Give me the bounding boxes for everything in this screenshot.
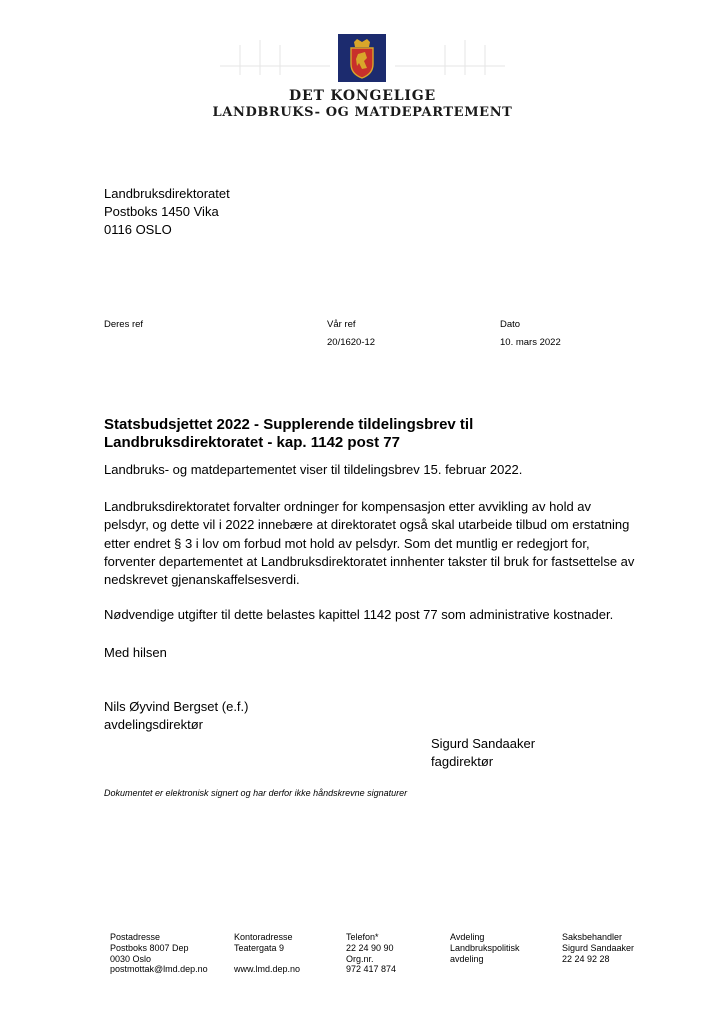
deres-ref-label: Deres ref [104,319,144,330]
date-value: 10. mars 2022 [500,337,561,348]
paragraph-2-line: etter endret § 3 i lov om forbud mot hold av pelsdyr. Som det muntlig er redegjort for, [104,535,590,551]
paragraph-2 [104,498,664,589]
letter-title [104,416,664,452]
var-ref-label: Vår ref [327,319,356,330]
letter-title-line1: Statsbudsjettet 2022 - Supplerende tildelingsbrev til [104,416,474,433]
footer-line: avdeling [450,953,484,964]
footer-line: Teatergata 9 [234,942,285,953]
footer-line: Postboks 8007 Dep [110,942,189,953]
paragraph-2-line: pelsdyr, og dette vil i 2022 innebære at direktoratet også skal utarbeide tilbud om erstatning [104,517,630,533]
signer-2-name: Sigurd Sandaaker [431,736,536,751]
footer-column-kontoradresse [234,932,300,975]
footer-column-avdeling [450,932,520,964]
signature-note: Dokumentet er elektronisk signert og har derfor ikke håndskrevne signaturer [104,788,408,798]
footer-heading: Saksbehandler [562,932,623,942]
signer-1-title: avdelingsdirektør [104,717,203,733]
footer-line: Org.nr. [346,953,374,964]
footer-line: 0030 Oslo [110,953,152,964]
footer-heading: Postadresse [110,932,161,942]
paragraph-2-line: forventer departementet at Landbruksdirektoratet innhenter takster til bruk for fastsettelse av [104,553,635,569]
footer-heading: Avdeling [450,932,485,942]
department-name-line2: LANDBRUKS- OG MATDEPARTEMENT [212,105,513,120]
footer-line: Landbrukspolitisk [450,942,520,953]
footer-line: 22 24 92 28 [562,953,610,964]
footer-column-saksbehandler [562,932,634,964]
paragraph-1: Landbruks- og matdepartementet viser til tildelingsbrev 15. februar 2022. [104,462,523,477]
footer-column-postadresse [110,932,208,975]
date-label: Dato [500,319,521,330]
paragraph-2-line: nedskrevet gjenanskaffelsesverdi. [104,572,300,588]
signer-2-title: fagdirektør [431,754,494,770]
letter-title-line2: Landbruksdirektoratet - kap. 1142 post 77 [104,434,400,451]
footer-email: postmottak@lmd.dep.no [110,964,208,975]
var-ref-value: 20/1620-12 [327,337,376,348]
footer-heading: Kontoradresse [234,932,293,942]
closing: Med hilsen [104,645,167,660]
royal-emblem-icon [338,34,386,82]
footer-website: www.lmd.dep.no [234,964,301,975]
recipient-city: 0116 OSLO [104,222,172,237]
department-name-line1: DET KONGELIGE [289,88,436,104]
footer-line: 972 417 874 [346,964,397,975]
footer-line: 22 24 90 90 [346,942,394,953]
footer-column-telefon [346,932,396,975]
signer-1-name: Nils Øyvind Bergset (e.f.) [104,699,249,714]
signer-1 [104,698,404,735]
recipient-name: Landbruksdirektoratet [104,186,230,201]
footer-line: Sigurd Sandaaker [562,942,635,953]
recipient-address [104,185,230,239]
paragraph-2-line: Landbruksdirektoratet forvalter ordninger for kompensasjon etter avvikling av hold av [104,499,592,514]
recipient-street: Postboks 1450 Vika [104,204,219,219]
footer-line [234,954,300,965]
letterhead [200,30,525,125]
signer-2 [431,735,631,772]
paragraph-3: Nødvendige utgifter til dette belastes kapittel 1142 post 77 som administrative kostnader. [104,607,614,622]
footer-heading: Telefon* [346,932,379,942]
